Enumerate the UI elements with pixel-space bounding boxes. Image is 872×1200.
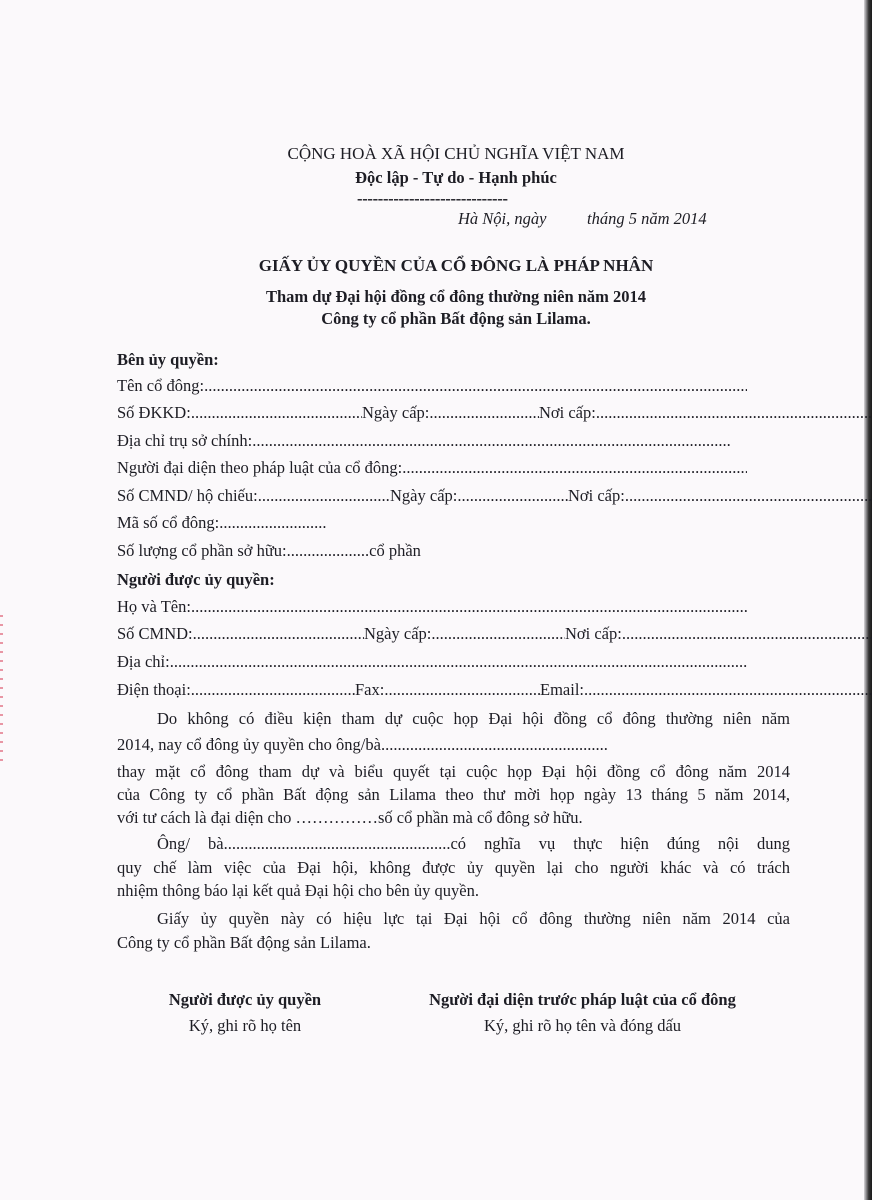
shares-owned-field	[117, 541, 421, 561]
paragraph-1-line-2: 2014, nay cổ đông ủy quyền cho ông/bà.......................................................	[117, 735, 608, 754]
grantor-heading: Bên ủy quyền:	[117, 350, 219, 369]
date-suffix: tháng 5 năm 2014	[587, 209, 707, 228]
representative-signature-block	[395, 990, 770, 1036]
document-subtitle-2: Công ty cổ phần Bất động sản Lilama.	[321, 309, 591, 328]
motto: Độc lập - Tự do - Hạnh phúc	[355, 168, 557, 187]
binding-marks	[0, 615, 3, 765]
registration-date-label: Ngày cấp:	[362, 403, 430, 422]
grantee-address-label: Địa chỉ:	[117, 652, 170, 671]
registration-place-label: Nơi cấp:	[539, 403, 596, 422]
grantee-id-row	[117, 624, 747, 644]
grantee-id-label: Số CMND:	[117, 624, 193, 643]
paragraph-1-line-3: thay mặt cổ đông tham dự và biểu quyết tại cuộc họp Đại hội đồng cổ đông năm 2014	[117, 762, 790, 781]
paragraph-1-line-1: Do không có điều kiện tham dự cuộc họp Đại hội đồng cổ đông thường niên năm	[157, 709, 790, 728]
grantee-email-label: Email:	[540, 680, 584, 699]
grantor-representative-field	[117, 458, 747, 478]
grantee-heading: Người được ủy quyền:	[117, 570, 275, 589]
document-title: GIẤY ỦY QUYỀN CỦA CỔ ĐÔNG LÀ PHÁP NHÂN	[258, 256, 654, 275]
shares-owned-label: Số lượng cổ phần sở hữu:	[117, 541, 287, 560]
paragraph-2-line-1: Ông/ bà.......................................................có nghĩa vụ thực hiện đúng nội dung	[157, 834, 790, 853]
shares-owned-unit: cổ phần	[369, 541, 421, 560]
paragraph-2-line-3: nhiệm thông báo lại kết quả Đại hội cho bên ủy quyền.	[117, 881, 480, 900]
grantee-signature-title: Người được ủy quyền	[168, 990, 322, 1009]
shareholder-code-dots: ..........................	[219, 513, 327, 532]
document-subtitle-1: Tham dự Đại hội đồng cổ đông thường niên năm 2014	[265, 287, 647, 306]
grantor-address-label: Địa chỉ trụ sở chính:	[117, 431, 253, 450]
grantor-name-field	[117, 376, 747, 396]
grantee-phone-label: Điện thoại:	[117, 680, 191, 699]
grantor-registration-row	[117, 403, 747, 423]
grantor-name-label: Tên cổ đông:	[117, 376, 205, 395]
paragraph-2-line-2: quy chế làm việc của Đại hội, không được ủy quyền lại cho người khác và có trách	[117, 858, 790, 877]
grantor-address-field	[117, 431, 731, 451]
grantee-address-field	[117, 652, 747, 672]
paragraph-1-line-5: với tư cách là đại diện cho ……………số cổ phần mà cổ đông sở hữu.	[117, 808, 583, 827]
grantee-contact-row	[117, 680, 747, 700]
grantee-id-date-label: Ngày cấp:	[364, 624, 432, 643]
shares-owned-dots: ....................	[286, 541, 370, 560]
grantor-id-row	[117, 486, 747, 506]
date-prefix: Hà Nội, ngày	[458, 209, 547, 228]
paragraph-3-line-1: Giấy ủy quyền này có hiệu lực tại Đại hội cổ đông thường niên năm 2014 của	[157, 909, 790, 928]
grantee-signature-block	[130, 990, 360, 1036]
grantee-fax-label: Fax:	[355, 680, 385, 699]
representative-signature-title: Người đại diện trước pháp luật của cổ đông	[429, 990, 736, 1009]
paragraph-1-line-4: của Công ty cổ phần Bất động sản Lilama theo thư mời họp ngày 13 tháng 5 năm 2014,	[117, 785, 790, 804]
representative-signature-note: Ký, ghi rõ họ tên và đóng dấu	[483, 1016, 682, 1035]
grantee-name-field	[117, 597, 747, 617]
shareholder-code-field	[117, 513, 326, 533]
grantee-signature-note: Ký, ghi rõ họ tên	[188, 1016, 302, 1035]
registration-number-label: Số ĐKKD:	[117, 403, 191, 422]
grantee-id-place-label: Nơi cấp:	[565, 624, 622, 643]
shareholder-code-label: Mã số cổ đông:	[117, 513, 220, 532]
header-rule: -----------------------------	[357, 189, 508, 208]
country-header: CỘNG HOÀ XÃ HỘI CHỦ NGHĨA VIỆT NAM	[287, 144, 625, 163]
grantor-id-label: Số CMND/ hộ chiếu:	[117, 486, 258, 505]
grantor-representative-label: Người đại diện theo pháp luật của cổ đông:	[117, 458, 403, 477]
paragraph-3-line-2: Công ty cổ phần Bất động sản Lilama.	[117, 933, 371, 952]
grantee-name-label: Họ và Tên:	[117, 597, 191, 616]
grantor-id-date-label: Ngày cấp:	[390, 486, 458, 505]
grantor-id-place-label: Nơi cấp:	[568, 486, 625, 505]
